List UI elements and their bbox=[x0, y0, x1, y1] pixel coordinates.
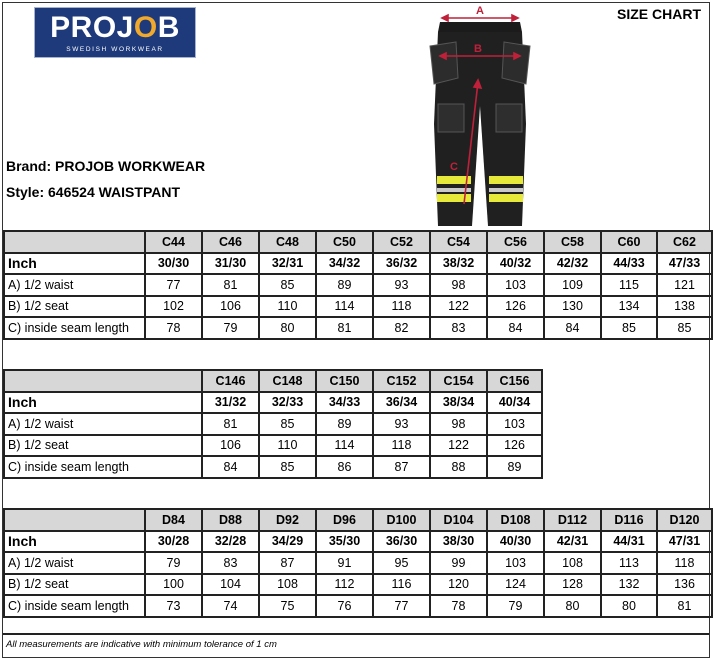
value-cell: 100 bbox=[145, 574, 202, 596]
value-cell: 82 bbox=[373, 317, 430, 339]
page-title: SIZE CHART bbox=[617, 6, 701, 22]
value-cell: 47/33 bbox=[657, 253, 712, 275]
value-cell: 40/34 bbox=[487, 392, 542, 414]
value-cell: 113 bbox=[601, 552, 657, 574]
table-row bbox=[4, 274, 712, 296]
logo-subtitle: SWEDISH WORKWEAR bbox=[66, 46, 164, 53]
value-cell: 126 bbox=[487, 296, 544, 318]
table-row bbox=[4, 317, 712, 339]
value-cell: 106 bbox=[202, 296, 259, 318]
size-cell: C58 bbox=[544, 231, 601, 253]
size-cell: D92 bbox=[259, 509, 316, 531]
value-cell: 34/33 bbox=[316, 392, 373, 414]
size-header-row bbox=[4, 370, 542, 392]
value-cell: 84 bbox=[544, 317, 601, 339]
header-blank-cell bbox=[4, 509, 145, 531]
value-cell: 79 bbox=[145, 552, 202, 574]
value-cell: 138 bbox=[657, 296, 712, 318]
value-cell: 103 bbox=[487, 274, 544, 296]
brand-label: Brand: PROJOB WORKWEAR bbox=[6, 158, 206, 174]
value-cell: 98 bbox=[430, 274, 487, 296]
size-cell: D88 bbox=[202, 509, 259, 531]
projob-logo bbox=[34, 7, 196, 58]
size-cell: C46 bbox=[202, 231, 259, 253]
size-header-row bbox=[4, 509, 712, 531]
value-cell: 32/31 bbox=[259, 253, 316, 275]
value-cell: 118 bbox=[373, 296, 430, 318]
value-cell: 98 bbox=[430, 413, 487, 435]
value-cell: 32/33 bbox=[259, 392, 316, 414]
value-cell: 110 bbox=[259, 296, 316, 318]
measure-c-label: C bbox=[450, 161, 458, 173]
size-cell: D100 bbox=[373, 509, 430, 531]
value-cell: 85 bbox=[259, 274, 316, 296]
value-cell: 79 bbox=[202, 317, 259, 339]
value-cell: 80 bbox=[544, 595, 601, 617]
size-cell: C62 bbox=[657, 231, 712, 253]
waistpant-diagram bbox=[420, 4, 540, 228]
table-row bbox=[4, 253, 712, 275]
value-cell: 42/31 bbox=[544, 531, 601, 553]
size-cell: C154 bbox=[430, 370, 487, 392]
size-cell: C50 bbox=[316, 231, 373, 253]
right-holster-pocket bbox=[502, 42, 530, 84]
right-knee-pad bbox=[496, 104, 522, 132]
value-cell: 106 bbox=[202, 435, 259, 457]
table-row bbox=[4, 531, 712, 553]
value-cell: 30/30 bbox=[145, 253, 202, 275]
waistband-shape bbox=[438, 22, 522, 32]
table-row bbox=[4, 296, 712, 318]
value-cell: 93 bbox=[373, 274, 430, 296]
row-label: Inch bbox=[4, 392, 202, 414]
value-cell: 89 bbox=[487, 456, 542, 478]
row-label: A) 1/2 waist bbox=[4, 413, 202, 435]
row-label: C) inside seam length bbox=[4, 456, 202, 478]
measure-b-label: B bbox=[474, 43, 482, 55]
value-cell: 85 bbox=[657, 317, 712, 339]
value-cell: 85 bbox=[259, 413, 316, 435]
value-cell: 88 bbox=[430, 456, 487, 478]
value-cell: 36/34 bbox=[373, 392, 430, 414]
value-cell: 86 bbox=[316, 456, 373, 478]
value-cell: 93 bbox=[373, 413, 430, 435]
size-cell: D84 bbox=[145, 509, 202, 531]
value-cell: 36/32 bbox=[373, 253, 430, 275]
value-cell: 108 bbox=[259, 574, 316, 596]
value-cell: 38/30 bbox=[430, 531, 487, 553]
row-label: B) 1/2 seat bbox=[4, 296, 145, 318]
size-cell: C56 bbox=[487, 231, 544, 253]
value-cell: 89 bbox=[316, 413, 373, 435]
value-cell: 40/32 bbox=[487, 253, 544, 275]
size-cell: C54 bbox=[430, 231, 487, 253]
value-cell: 134 bbox=[601, 296, 657, 318]
value-cell: 78 bbox=[145, 317, 202, 339]
size-cell: C44 bbox=[145, 231, 202, 253]
value-cell: 35/30 bbox=[316, 531, 373, 553]
value-cell: 34/32 bbox=[316, 253, 373, 275]
value-cell: 114 bbox=[316, 296, 373, 318]
size-cell: C146 bbox=[202, 370, 259, 392]
value-cell: 77 bbox=[373, 595, 430, 617]
value-cell: 38/34 bbox=[430, 392, 487, 414]
value-cell: 116 bbox=[373, 574, 430, 596]
size-table-d-short bbox=[3, 508, 713, 618]
value-cell: 74 bbox=[202, 595, 259, 617]
value-cell: 78 bbox=[430, 595, 487, 617]
size-cell: C152 bbox=[373, 370, 430, 392]
table-row bbox=[4, 595, 712, 617]
value-cell: 89 bbox=[316, 274, 373, 296]
value-cell: 136 bbox=[657, 574, 712, 596]
value-cell: 103 bbox=[487, 413, 542, 435]
size-cell: D120 bbox=[657, 509, 712, 531]
value-cell: 75 bbox=[259, 595, 316, 617]
row-label: Inch bbox=[4, 531, 145, 553]
value-cell: 91 bbox=[316, 552, 373, 574]
value-cell: 81 bbox=[657, 595, 712, 617]
value-cell: 104 bbox=[202, 574, 259, 596]
value-cell: 84 bbox=[202, 456, 259, 478]
header-blank-cell bbox=[4, 231, 145, 253]
value-cell: 81 bbox=[202, 413, 259, 435]
right-reflective-band bbox=[489, 188, 523, 192]
row-label: B) 1/2 seat bbox=[4, 435, 202, 457]
size-cell: D108 bbox=[487, 509, 544, 531]
row-label: B) 1/2 seat bbox=[4, 574, 145, 596]
size-cell: C150 bbox=[316, 370, 373, 392]
value-cell: 36/30 bbox=[373, 531, 430, 553]
value-cell: 95 bbox=[373, 552, 430, 574]
value-cell: 132 bbox=[601, 574, 657, 596]
value-cell: 102 bbox=[145, 296, 202, 318]
row-label: C) inside seam length bbox=[4, 317, 145, 339]
size-cell: D116 bbox=[601, 509, 657, 531]
tolerance-note: All measurements are indicative with minimum tolerance of 1 cm bbox=[3, 633, 709, 657]
value-cell: 47/31 bbox=[657, 531, 712, 553]
value-cell: 31/30 bbox=[202, 253, 259, 275]
value-cell: 103 bbox=[487, 552, 544, 574]
table-row bbox=[4, 456, 542, 478]
table-row bbox=[4, 552, 712, 574]
left-hiviz-band-2 bbox=[437, 194, 471, 202]
value-cell: 76 bbox=[316, 595, 373, 617]
value-cell: 32/28 bbox=[202, 531, 259, 553]
value-cell: 114 bbox=[316, 435, 373, 457]
size-table-c-long bbox=[3, 369, 543, 479]
value-cell: 87 bbox=[259, 552, 316, 574]
value-cell: 38/32 bbox=[430, 253, 487, 275]
value-cell: 83 bbox=[202, 552, 259, 574]
value-cell: 124 bbox=[487, 574, 544, 596]
value-cell: 84 bbox=[487, 317, 544, 339]
value-cell: 81 bbox=[202, 274, 259, 296]
value-cell: 80 bbox=[259, 317, 316, 339]
row-label: A) 1/2 waist bbox=[4, 552, 145, 574]
table-row bbox=[4, 413, 542, 435]
row-label: C) inside seam length bbox=[4, 595, 145, 617]
size-cell: D96 bbox=[316, 509, 373, 531]
table-row bbox=[4, 574, 712, 596]
value-cell: 87 bbox=[373, 456, 430, 478]
value-cell: 118 bbox=[373, 435, 430, 457]
logo-wordmark: PROJOB bbox=[50, 11, 180, 44]
size-header-row bbox=[4, 231, 712, 253]
value-cell: 80 bbox=[601, 595, 657, 617]
value-cell: 40/30 bbox=[487, 531, 544, 553]
value-cell: 30/28 bbox=[145, 531, 202, 553]
value-cell: 85 bbox=[601, 317, 657, 339]
size-cell: C148 bbox=[259, 370, 316, 392]
size-table-c-regular bbox=[3, 230, 713, 340]
value-cell: 44/33 bbox=[601, 253, 657, 275]
left-knee-pad bbox=[438, 104, 464, 132]
row-label: A) 1/2 waist bbox=[4, 274, 145, 296]
value-cell: 81 bbox=[316, 317, 373, 339]
value-cell: 130 bbox=[544, 296, 601, 318]
right-hiviz-band-2 bbox=[489, 194, 523, 202]
value-cell: 99 bbox=[430, 552, 487, 574]
value-cell: 128 bbox=[544, 574, 601, 596]
value-cell: 122 bbox=[430, 296, 487, 318]
row-label: Inch bbox=[4, 253, 145, 275]
table-row bbox=[4, 435, 542, 457]
measure-a-arrow-right bbox=[512, 15, 518, 21]
size-cell: C52 bbox=[373, 231, 430, 253]
size-cell: C156 bbox=[487, 370, 542, 392]
size-cell: C48 bbox=[259, 231, 316, 253]
value-cell: 110 bbox=[259, 435, 316, 457]
style-label: Style: 646524 WAISTPANT bbox=[6, 184, 181, 200]
size-cell: D104 bbox=[430, 509, 487, 531]
value-cell: 73 bbox=[145, 595, 202, 617]
value-cell: 85 bbox=[259, 456, 316, 478]
header-blank-cell bbox=[4, 370, 202, 392]
left-holster-pocket bbox=[430, 42, 458, 84]
table-row bbox=[4, 392, 542, 414]
measure-a-arrow-left bbox=[442, 15, 448, 21]
value-cell: 108 bbox=[544, 552, 601, 574]
size-cell: C60 bbox=[601, 231, 657, 253]
value-cell: 115 bbox=[601, 274, 657, 296]
value-cell: 109 bbox=[544, 274, 601, 296]
value-cell: 122 bbox=[430, 435, 487, 457]
value-cell: 42/32 bbox=[544, 253, 601, 275]
size-cell: D112 bbox=[544, 509, 601, 531]
value-cell: 83 bbox=[430, 317, 487, 339]
value-cell: 77 bbox=[145, 274, 202, 296]
value-cell: 31/32 bbox=[202, 392, 259, 414]
value-cell: 118 bbox=[657, 552, 712, 574]
measure-a-label: A bbox=[476, 5, 484, 17]
value-cell: 126 bbox=[487, 435, 542, 457]
value-cell: 79 bbox=[487, 595, 544, 617]
value-cell: 121 bbox=[657, 274, 712, 296]
value-cell: 34/29 bbox=[259, 531, 316, 553]
right-hiviz-band-1 bbox=[489, 176, 523, 184]
value-cell: 112 bbox=[316, 574, 373, 596]
value-cell: 120 bbox=[430, 574, 487, 596]
value-cell: 44/31 bbox=[601, 531, 657, 553]
